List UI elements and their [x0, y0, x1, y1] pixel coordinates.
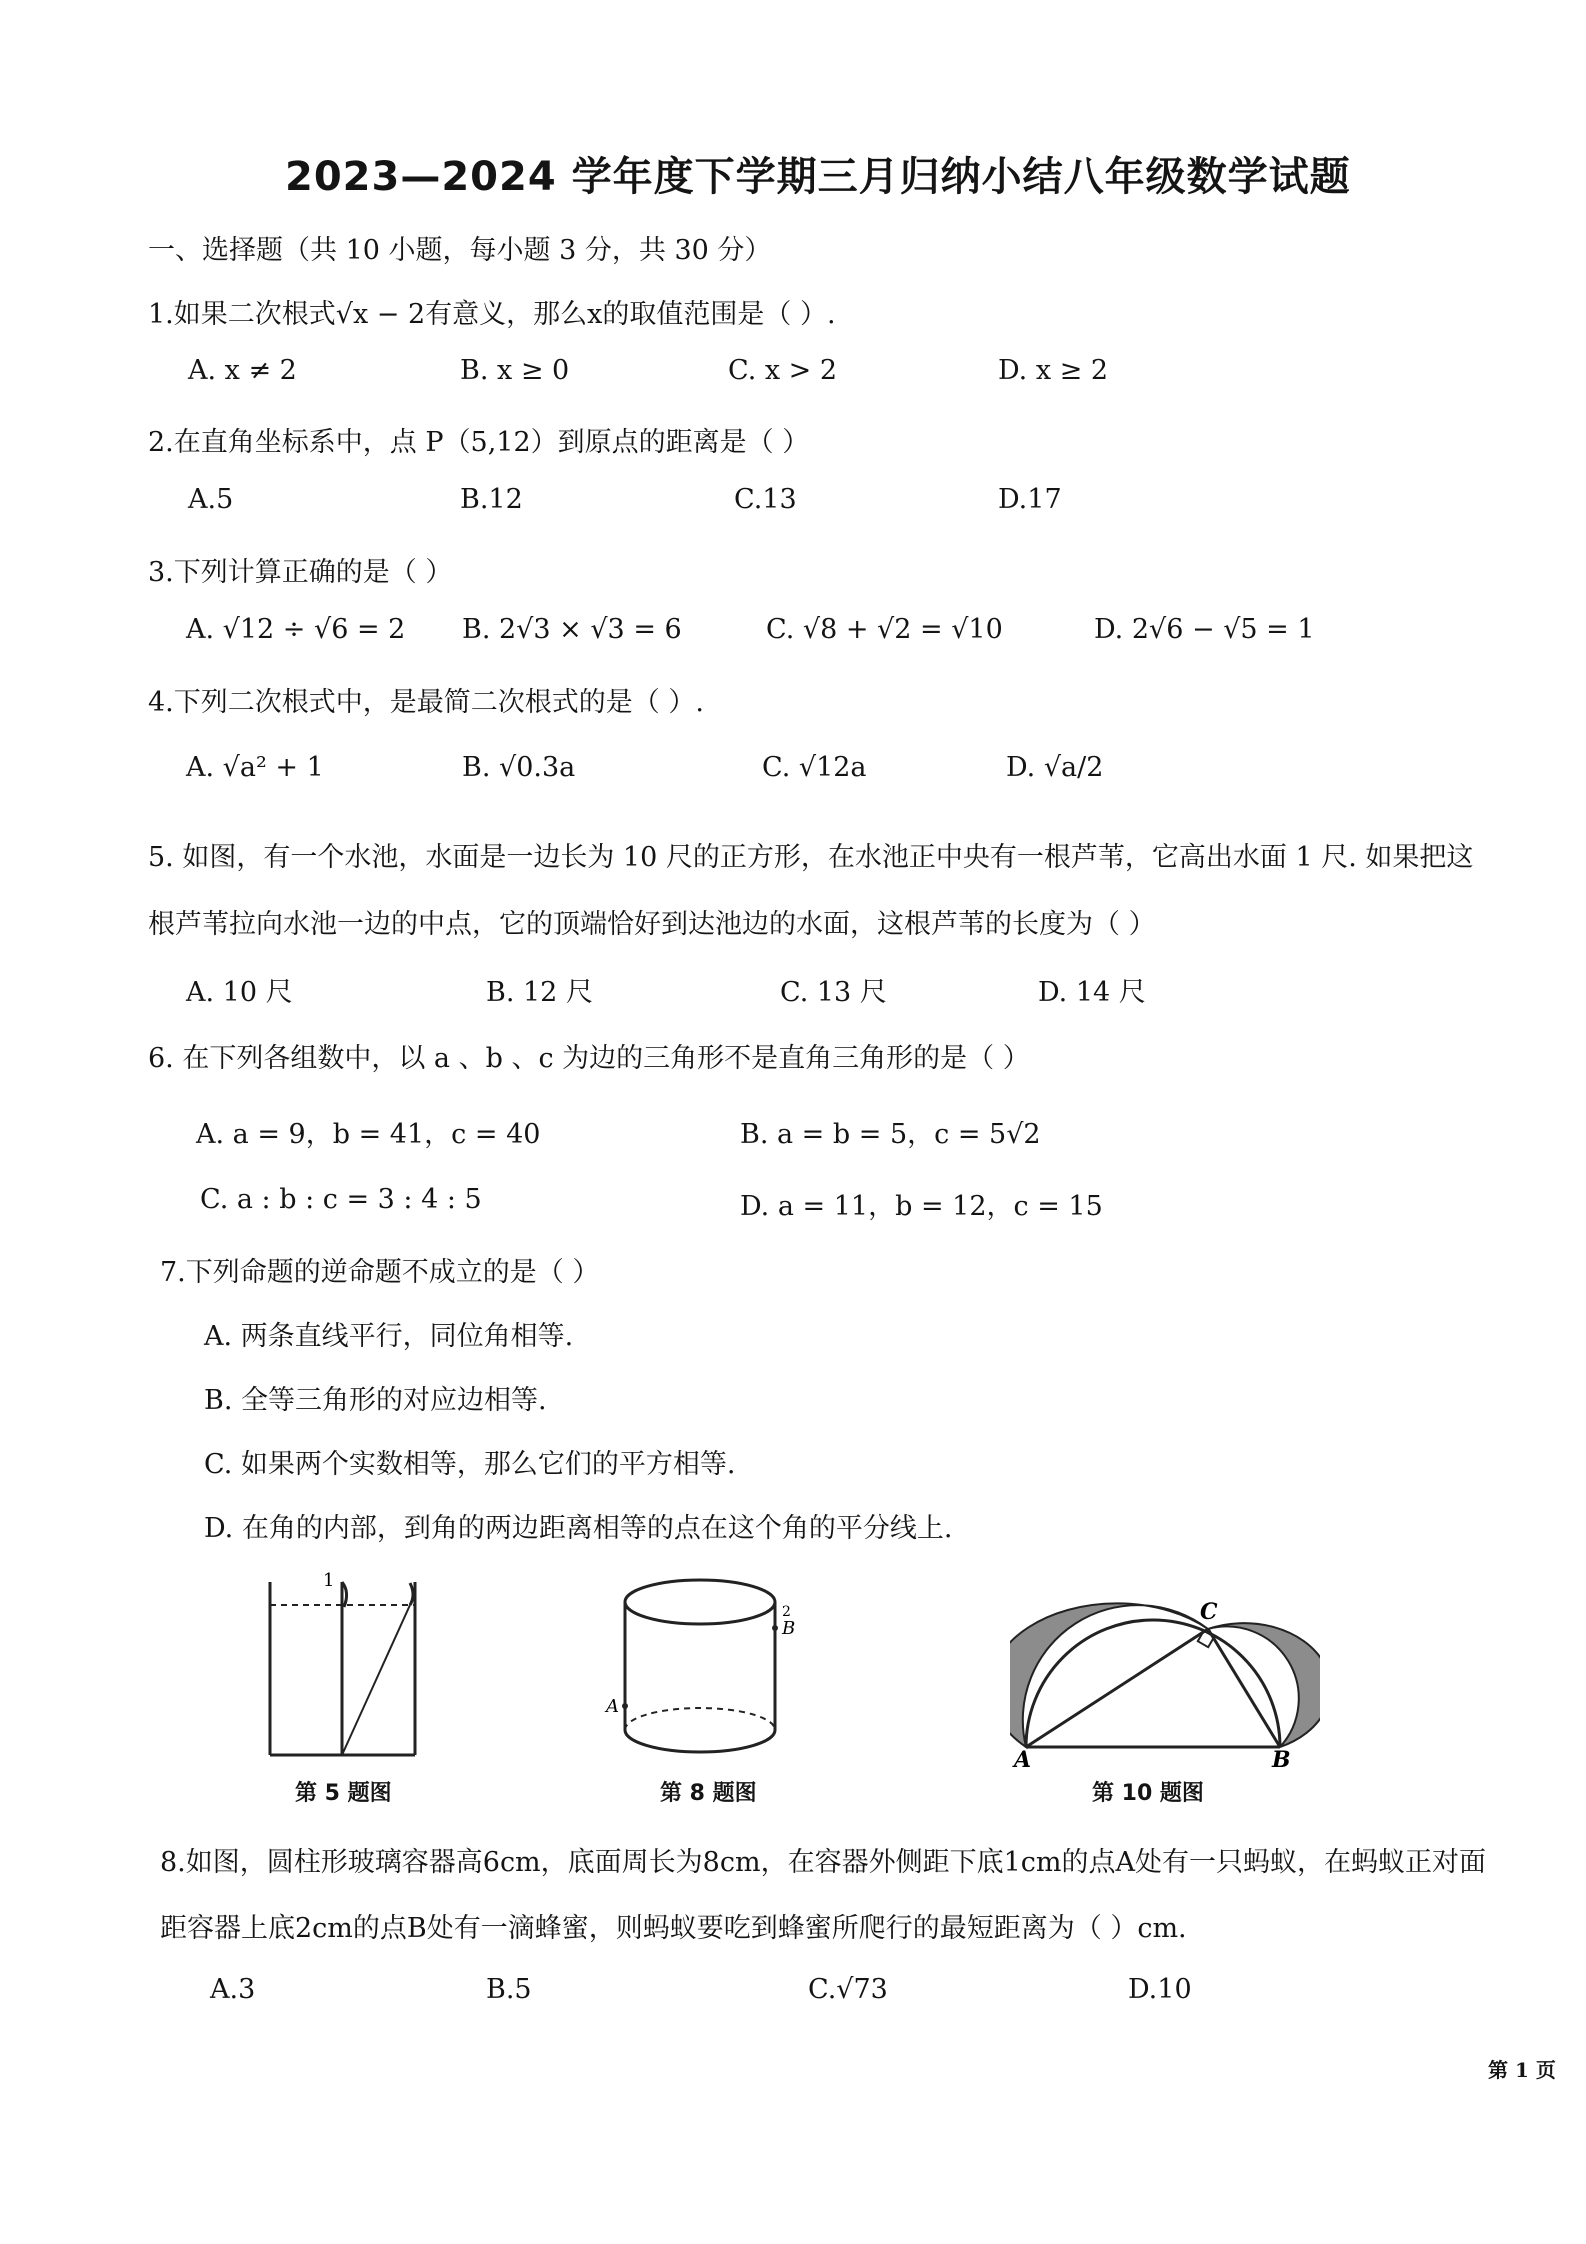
question-6-option-b: B. a = b = 5，c = 5√2 [740, 1119, 1041, 1150]
section-heading: 一、选择题（共 10 小题，每小题 3 分，共 30 分） [148, 235, 772, 266]
question-4-option-a: A. √a² + 1 [186, 752, 324, 783]
question-3-option-a: A. √12 ÷ √6 = 2 [186, 614, 406, 645]
fig5-label-1: 1 [323, 1570, 335, 1591]
question-6-option-c: C. a : b : c = 3 : 4 : 5 [200, 1184, 482, 1215]
question-7-option-d: D. 在角的内部，到角的两边距离相等的点在这个角的平分线上. [204, 1513, 953, 1544]
figure-10-caption: 第 10 题图 [1092, 1781, 1204, 1806]
figure-10-semicircles-diagram [1010, 1575, 1320, 1770]
fig8-label-2: 2 [782, 1604, 791, 1620]
fig8-label-a: A [606, 1696, 619, 1717]
question-5-option-b: B. 12 尺 [486, 977, 593, 1008]
question-3-option-c: C. √8 + √2 = √10 [766, 614, 1003, 645]
question-3-option-d: D. 2√6 − √5 = 1 [1094, 614, 1315, 645]
page-title: 2023—2024 学年度下学期三月归纳小结八年级数学试题 [285, 154, 1351, 200]
question-4-option-b: B. √0.3a [462, 752, 576, 783]
figure-8-cylinder-diagram [600, 1570, 800, 1760]
question-3-stem: 3.下列计算正确的是（ ） [148, 557, 453, 588]
question-6-stem: 6. 在下列各组数中，以 a 、b 、c 为边的三角形不是直角三角形的是（ ） [148, 1043, 1030, 1074]
fig8-label-b: B [782, 1618, 796, 1639]
question-1-option-d: D. x ≥ 2 [998, 355, 1109, 386]
question-5-stem-line2: 根芦苇拉向水池一边的中点，它的顶端恰好到达池边的水面，这根芦苇的长度为（ ） [148, 909, 1156, 940]
fig10-label-c: C [1200, 1599, 1218, 1625]
question-4-stem: 4.下列二次根式中，是最简二次根式的是（ ）. [148, 687, 704, 718]
fig10-label-b: B [1272, 1747, 1291, 1770]
question-5-stem-line1: 5. 如图，有一个水池，水面是一边长为 10 尺的正方形，在水池正中央有一根芦苇，它高出水面 1 尺. 如果把这 [148, 842, 1474, 873]
page-number: 第 1 页 [1488, 2058, 1556, 2082]
question-1-stem: 1.如果二次根式√x − 2有意义，那么x的取值范围是（ ）. [148, 299, 836, 330]
question-8-option-a: A.3 [210, 1974, 256, 2005]
question-8-option-b: B.5 [486, 1974, 532, 2005]
question-1-option-a: A. x ≠ 2 [188, 355, 297, 386]
question-4-option-d: D. √a/2 [1006, 752, 1104, 783]
question-1-option-b: B. x ≥ 0 [460, 355, 570, 386]
question-7-option-c: C. 如果两个实数相等，那么它们的平方相等. [204, 1449, 736, 1480]
question-5-option-a: A. 10 尺 [186, 977, 293, 1008]
question-6-option-a: A. a = 9，b = 41，c = 40 [196, 1119, 541, 1150]
fig10-label-a: A [1014, 1747, 1032, 1770]
question-7-option-a: A. 两条直线平行，同位角相等. [204, 1321, 574, 1352]
question-7-stem: 7.下列命题的逆命题不成立的是（ ） [160, 1257, 600, 1288]
question-2-option-b: B.12 [460, 484, 523, 515]
question-2-option-d: D.17 [998, 484, 1062, 515]
question-8-stem-line2: 距容器上底2cm的点B处有一滴蜂蜜，则蚂蚁要吃到蜂蜜所爬行的最短距离为（ ）cm. [160, 1913, 1187, 1944]
question-2-option-a: A.5 [188, 484, 234, 515]
question-5-option-c: C. 13 尺 [780, 977, 887, 1008]
question-2-stem: 2.在直角坐标系中，点 P（5,12）到原点的距离是（ ） [148, 427, 810, 458]
question-8-option-d: D.10 [1128, 1974, 1192, 2005]
question-5-option-d: D. 14 尺 [1038, 977, 1146, 1008]
question-2-option-c: C.13 [734, 484, 797, 515]
figure-8-caption: 第 8 题图 [660, 1781, 757, 1806]
question-6-option-d: D. a = 11，b = 12，c = 15 [740, 1191, 1103, 1222]
question-4-option-c: C. √12a [762, 752, 867, 783]
figure-5-pool-diagram [250, 1560, 430, 1760]
question-1-option-c: C. x > 2 [728, 355, 838, 386]
question-7-option-b: B. 全等三角形的对应边相等. [204, 1385, 547, 1416]
figure-5-caption: 第 5 题图 [295, 1781, 392, 1806]
question-3-option-b: B. 2√3 × √3 = 6 [462, 614, 682, 645]
question-8-option-c: C.√73 [808, 1974, 888, 2005]
question-8-stem-line1: 8.如图，圆柱形玻璃容器高6cm，底面周长为8cm，在容器外侧距下底1cm的点A处有一只蚂蚁，在蚂蚁正对面 [160, 1847, 1486, 1878]
